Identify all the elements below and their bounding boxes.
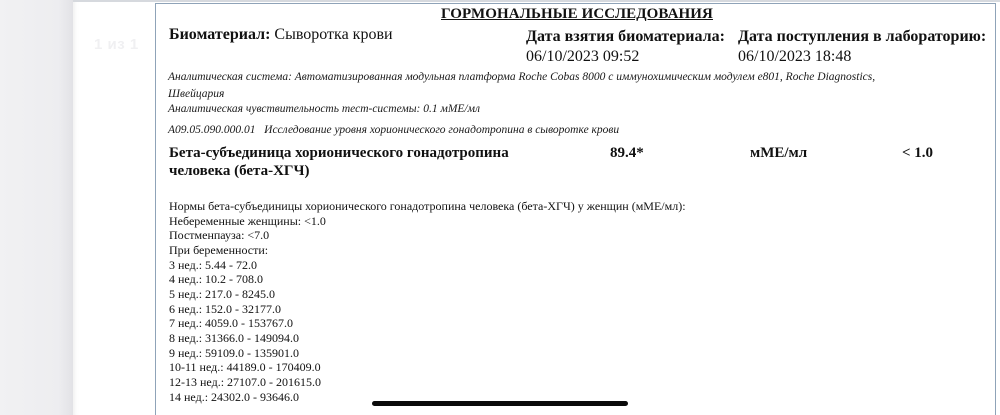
- norms-line: 3 нед.: 5.44 - 72.0: [169, 257, 258, 272]
- norms-line: 14 нед.: 24302.0 - 93646.0: [169, 389, 300, 404]
- result-name-line2: человека (бета-ХГЧ): [169, 163, 310, 179]
- document-page: [155, 3, 996, 415]
- analytic-system-line2: Швейцария: [168, 88, 225, 100]
- test-sensitivity: Аналитическая чувствительность тест-системы: 0.1 мМЕ/мл: [168, 103, 480, 115]
- norms-line: 4 нед.: 10.2 - 708.0: [169, 272, 264, 287]
- result-reference: < 1.0: [902, 145, 934, 161]
- page-indicator: 1 из 1: [94, 36, 139, 53]
- home-indicator-bar[interactable]: [372, 401, 628, 406]
- norms-line: 9 нед.: 59109.0 - 135901.0: [169, 345, 300, 360]
- analytic-system-line1: Аналитическая система: Автоматизированная модульная платформа Roche Cobas 8000 с иммунохимическим модулем e801, Roche Diagnostics,: [168, 71, 876, 83]
- biomaterial: [169, 26, 393, 44]
- result-unit: мМЕ/мл: [750, 145, 808, 161]
- norms-line: Нормы бета-субъединицы хорионического гонадотропина человека (бета-ХГЧ) у женщин (мМЕ/мл):: [169, 199, 686, 213]
- biomaterial-value: Сыворотка крови: [270, 26, 393, 43]
- norms-line: 7 нед.: 4059.0 - 153767.0: [169, 316, 294, 331]
- norms-line: Постменпауза: <7.0: [169, 228, 270, 243]
- norms-line: При беременности:: [169, 242, 269, 257]
- sidebar-strip: [0, 0, 73, 415]
- date-taken-value: 06/10/2023 09:52: [526, 48, 640, 65]
- result-value: 89.4*: [610, 145, 644, 161]
- reference-norms: [169, 199, 686, 404]
- norms-line: 12-13 нед.: 27107.0 - 201615.0: [169, 374, 322, 389]
- section-title: ГОРМОНАЛЬНЫЕ ИССЛЕДОВАНИЯ: [441, 6, 713, 22]
- test-code: A09.05.090.000.01 Исследование уровня хорионического гонадотропина в сыворотке крови: [168, 124, 620, 136]
- date-received-label: Дата поступления в лабораторию:: [738, 28, 987, 45]
- page-thumbnail-panel: [73, 0, 155, 415]
- norms-line: 5 нед.: 217.0 - 8245.0: [169, 286, 276, 301]
- norms-line: Небеременные женщины: <1.0: [169, 213, 326, 228]
- result-name-line1: Бета-субъединица хорионического гонадотропина: [169, 145, 509, 161]
- norms-line: 6 нед.: 152.0 - 32177.0: [169, 301, 282, 316]
- norms-line: 8 нед.: 31366.0 - 149094.0: [169, 330, 300, 345]
- top-divider: [73, 0, 1000, 2]
- date-received-value: 06/10/2023 18:48: [738, 48, 852, 65]
- date-taken-label: Дата взятия биоматериала:: [526, 28, 725, 45]
- norms-line: 10-11 нед.: 44189.0 - 170409.0: [169, 360, 321, 375]
- biomaterial-label: Биоматериал:: [169, 26, 271, 43]
